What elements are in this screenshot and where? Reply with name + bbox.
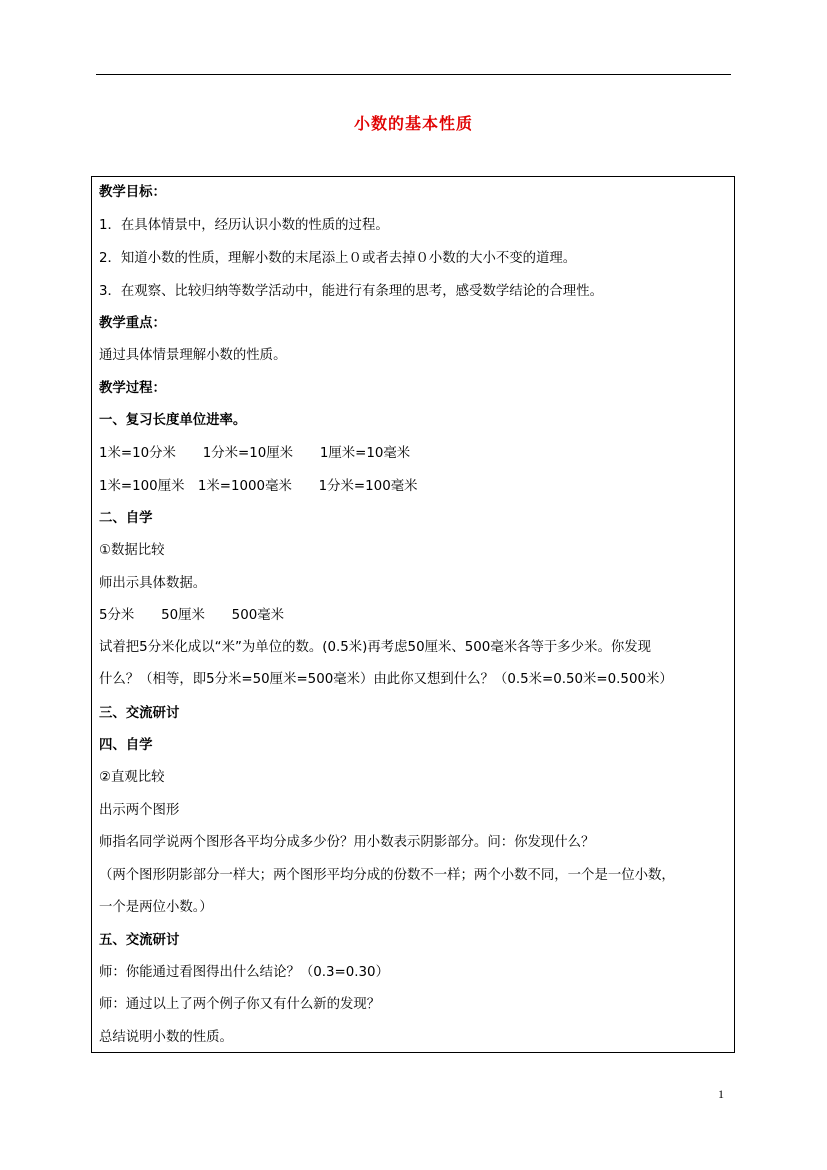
page-title: 小数的基本性质: [353, 114, 473, 133]
section-heading: 四、自学: [99, 738, 153, 753]
header-rule: [96, 74, 731, 75]
section-heading: 五、交流研讨: [99, 933, 180, 948]
content-line: 2．知道小数的性质，理解小数的末尾添上０或者去掉０小数的大小不变的道理。: [99, 251, 577, 266]
content-line: 1米=10分米 1分米=10厘米 1厘米=10毫米: [99, 446, 411, 461]
section-heading: 一、复习长度单位进率。: [99, 413, 247, 428]
section-heading: 教学重点：: [99, 316, 166, 331]
section-heading: 教学过程：: [99, 381, 166, 396]
content-line: 1米=100厘米 1米=1000毫米 1分米=100毫米: [99, 479, 418, 494]
section-heading: 三、交流研讨: [99, 706, 180, 721]
section-heading: 二、自学: [99, 511, 153, 526]
page-number: 1: [718, 1087, 724, 1101]
content-line: （两个图形阴影部分一样大；两个图形平均分成的份数不一样；两个小数不同，一个是一位小数，: [99, 868, 675, 883]
content-line: 师：你能通过看图得出什么结论？（0.3=0.30）: [99, 965, 389, 980]
content-line: 出示两个图形: [99, 803, 180, 818]
content-line: 师指名同学说两个图形各平均分成多少份？用小数表示阴影部分。问：你发现什么？: [99, 835, 595, 850]
content-line: 5分米 50厘米 500毫米: [99, 608, 285, 623]
content-line: 一个是两位小数。）: [99, 900, 213, 915]
content-line: 总结说明小数的性质。: [99, 1030, 233, 1045]
section-heading: 教学目标：: [99, 185, 166, 200]
content-line: 什么？（相等，即5分米=50厘米=500毫米）由此你又想到什么？（0.5米=0.50米=0.500米）: [99, 672, 673, 687]
content-line: 师出示具体数据。: [99, 576, 207, 591]
content-line: ②直观比较: [99, 770, 165, 785]
content-line: 1．在具体情景中，经历认识小数的性质的过程。: [99, 218, 389, 233]
content-line: ①数据比较: [99, 543, 165, 558]
content-line: 通过具体情景理解小数的性质。: [99, 348, 287, 363]
content-line: 3．在观察、比较归纳等数学活动中，能进行有条理的思考，感受数学结论的合理性。: [99, 284, 603, 299]
content-line: 试着把5分米化成以“米”为单位的数。(0.5米)再考虑50厘米、500毫米各等于多少米。你发现: [99, 640, 652, 655]
content-line: 师：通过以上了两个例子你又有什么新的发现？: [99, 997, 381, 1012]
